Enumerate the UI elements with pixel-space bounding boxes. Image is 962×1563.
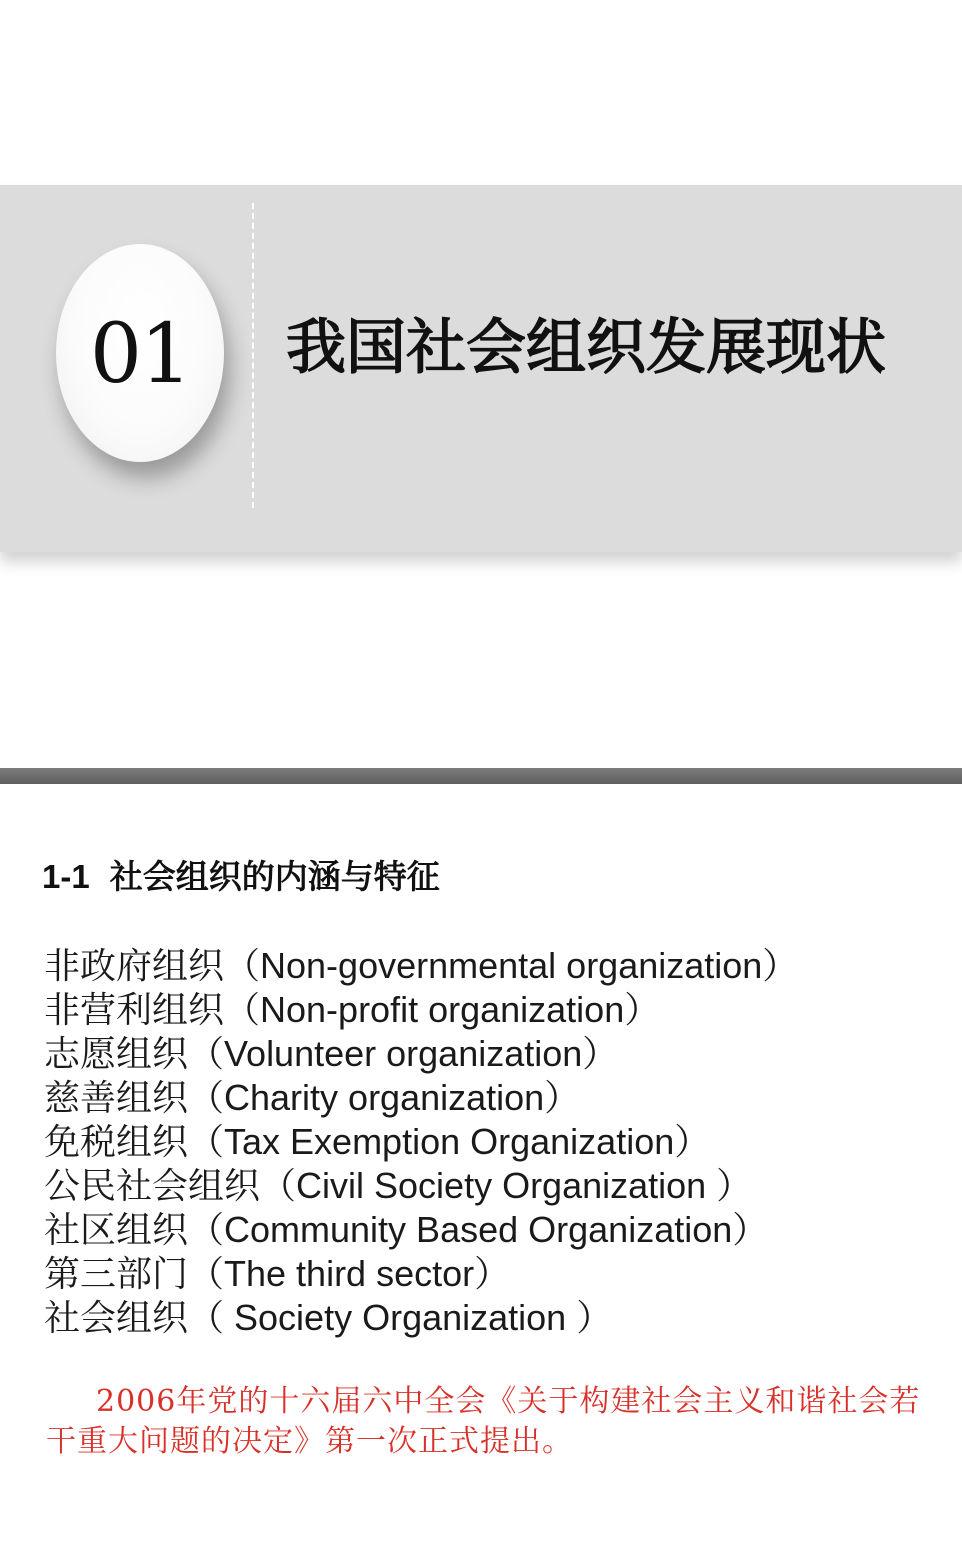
term-cn: 免税组织 xyxy=(44,1122,189,1163)
list-item xyxy=(44,1208,798,1252)
section-cover-slide xyxy=(0,0,962,770)
list-item xyxy=(44,1120,798,1164)
term-list xyxy=(44,944,798,1340)
subheading-text: 社会组织的内涵与特征 xyxy=(109,858,440,895)
list-item xyxy=(44,1032,798,1076)
section-number-badge xyxy=(56,244,224,462)
section-number: 01 xyxy=(89,307,191,402)
term-en: （Non-governmental organization） xyxy=(224,945,799,986)
list-item xyxy=(44,1252,798,1296)
list-item xyxy=(44,1076,798,1120)
list-item xyxy=(44,1164,798,1208)
term-en: （ Society Organization ） xyxy=(188,1297,613,1338)
term-en: （Non-profit organization） xyxy=(224,989,661,1030)
term-cn: 志愿组织 xyxy=(44,1034,189,1075)
term-cn: 社区组织 xyxy=(44,1210,189,1251)
term-en: （Charity organization） xyxy=(188,1077,581,1118)
slide-divider xyxy=(0,768,962,784)
subheading xyxy=(42,857,440,897)
list-item xyxy=(44,944,798,988)
dashed-separator xyxy=(252,203,254,508)
term-cn: 社会组织 xyxy=(44,1298,189,1339)
list-item xyxy=(44,1296,798,1340)
section-title: 我国社会组织发展现状 xyxy=(286,313,886,383)
term-en: （Civil Society Organization ） xyxy=(260,1165,753,1206)
subheading-number: 1-1 xyxy=(42,858,90,895)
term-cn: 第三部门 xyxy=(44,1254,189,1295)
historical-note: 2006年党的十六届六中全会《关于构建社会主义和谐社会若干重大问题的决定》第一次正式提出。 xyxy=(46,1384,921,1459)
term-en: （Volunteer organization） xyxy=(188,1033,619,1074)
term-cn: 非政府组织 xyxy=(44,946,225,987)
content-slide xyxy=(0,784,962,1563)
list-item xyxy=(44,988,798,1032)
term-cn: 非营利组织 xyxy=(44,990,225,1031)
term-cn: 公民社会组织 xyxy=(44,1166,261,1207)
term-en: （The third sector） xyxy=(188,1253,511,1294)
term-cn: 慈善组织 xyxy=(44,1078,189,1119)
term-en: （Community Based Organization） xyxy=(188,1209,769,1250)
term-en: （Tax Exemption Organization） xyxy=(188,1121,711,1162)
